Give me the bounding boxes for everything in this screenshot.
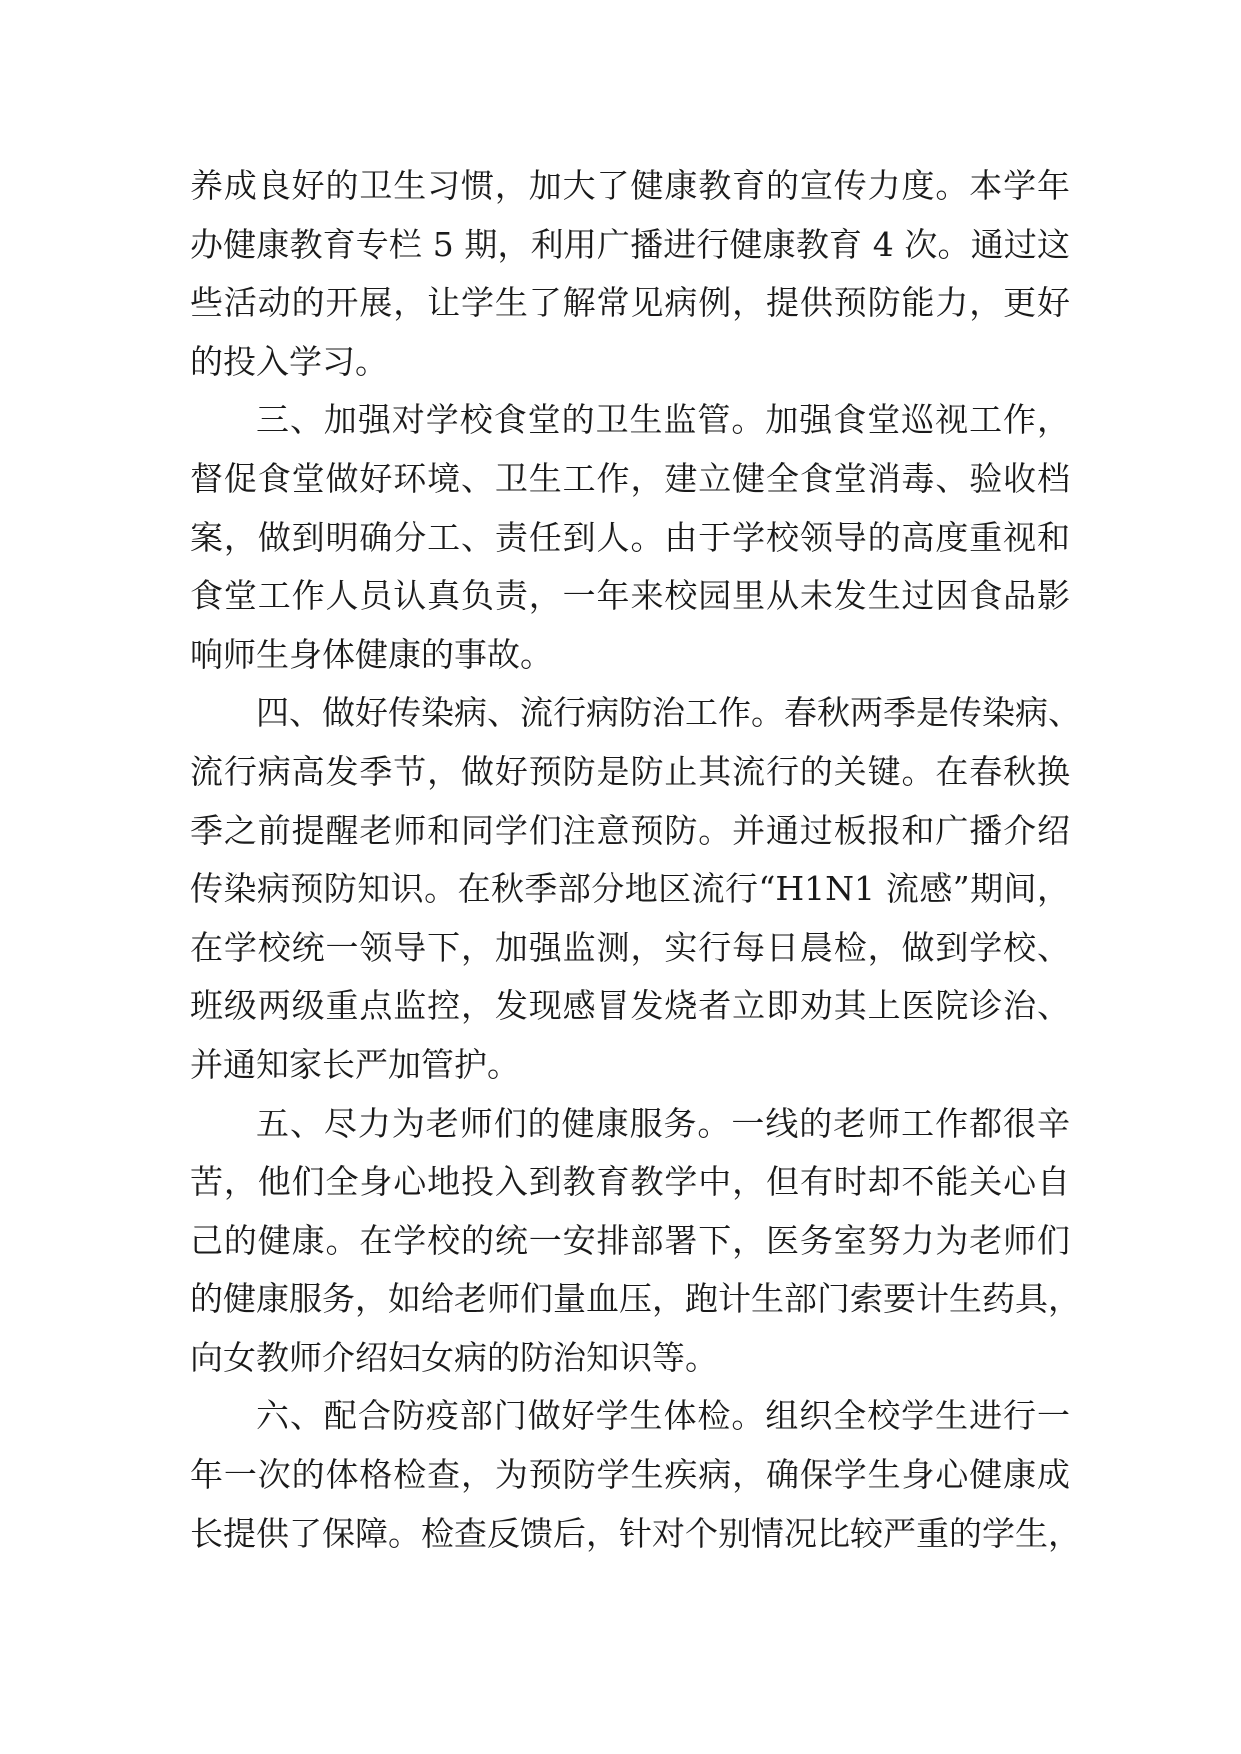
text-line: 并通知家长严加管护。 (190, 1044, 520, 1084)
text-line: 案，做到明确分工、责任到人。由于学校领导的高度重视和 (190, 517, 1070, 557)
text-line: 在学校统一领导下，加强监测，实行每日晨检，做到学校、 (190, 927, 1070, 967)
text-line: 长提供了保障。检查反馈后，针对个别情况比较严重的学生， (190, 1513, 1081, 1553)
text-line: 三、加强对学校食堂的卫生监管。加强食堂巡视工作， (256, 400, 1070, 440)
paragraph-3 (190, 684, 1081, 1094)
text-line: 些活动的开展，让学生了解常见病例，提供预防能力，更好 (190, 283, 1070, 323)
text-line: 办健康教育专栏 5 期，利用广播进行健康教育 4 次。通过这 (190, 224, 1070, 264)
text-line: 传染病预防知识。在秋季部分地区流行“H1N1 流感”期间， (190, 869, 1070, 909)
text-line: 己的健康。在学校的统一安排部署下，医务室努力为老师们 (190, 1220, 1070, 1260)
text-line: 苦，他们全身心地投入到教育教学中，但有时却不能关心自 (190, 1162, 1070, 1202)
text-line: 五、尽力为老师们的健康服务。一线的老师工作都很辛 (256, 1103, 1070, 1143)
text-line: 流行病高发季节，做好预防是防止其流行的关键。在春秋换 (190, 751, 1070, 791)
paragraph-4 (190, 1095, 1081, 1388)
text-line: 六、配合防疫部门做好学生体检。组织全校学生进行一 (256, 1396, 1070, 1436)
text-line: 的健康服务，如给老师们量血压，跑计生部门索要计生药具， (190, 1279, 1081, 1319)
text-line: 季之前提醒老师和同学们注意预防。并通过板报和广播介绍 (190, 810, 1070, 850)
text-line: 的投入学习。 (190, 341, 388, 381)
text-line: 养成良好的卫生习惯，加大了健康教育的宣传力度。本学年 (190, 166, 1070, 205)
text-line: 食堂工作人员认真负责，一年来校园里从未发生过因食品影 (190, 576, 1070, 616)
text-line: 四、做好传染病、流行病防治工作。春秋两季是传染病、 (256, 693, 1081, 733)
text-line: 响师生身体健康的事故。 (190, 634, 553, 674)
text-line: 年一次的体格检查，为预防学生疾病，确保学生身心健康成 (190, 1455, 1070, 1495)
paragraph-5 (190, 1387, 1081, 1563)
text-line: 督促食堂做好环境、卫生工作，建立健全食堂消毒、验收档 (190, 458, 1070, 498)
paragraph-2 (190, 391, 1070, 684)
text-line: 班级两级重点监控，发现感冒发烧者立即劝其上医院诊治、 (190, 986, 1070, 1026)
text-line: 向女教师介绍妇女病的防治知识等。 (190, 1337, 718, 1377)
document-body (190, 157, 1081, 1563)
paragraph-1 (190, 157, 1070, 391)
